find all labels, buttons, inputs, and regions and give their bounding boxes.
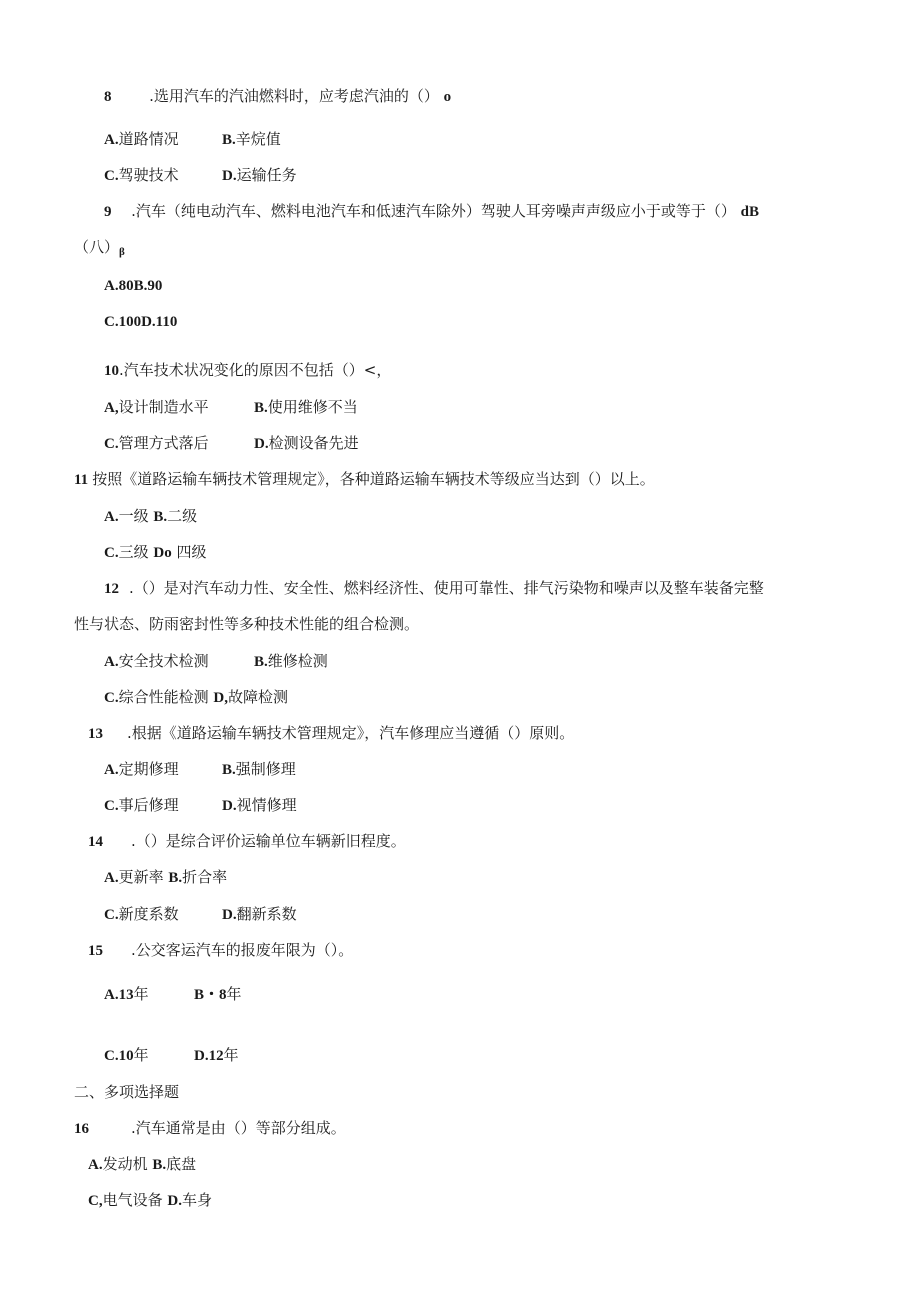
option-c: C.管理方式落后 <box>104 434 209 452</box>
question-text: .根据《道路运输车辆技术管理规定》，汽车修理应当遵循（）原则。 <box>127 724 575 742</box>
option-a: A,设计制造水平 <box>104 398 209 416</box>
section-title: 二、多项选择题 <box>74 1083 180 1101</box>
question-15 <box>88 940 353 961</box>
option-a: A.安全技术检测 <box>104 652 209 670</box>
option-a: A.13年 <box>104 985 149 1003</box>
option-d: D.检测设备先进 <box>254 434 359 452</box>
question-text: .汽车技术状况变化的原因不包括（）<， <box>119 361 392 379</box>
question-text: .选用汽车的汽油燃料时，应考虑汽油的（） <box>149 87 439 105</box>
question-suffix: dB <box>740 204 759 220</box>
question-16 <box>74 1118 346 1139</box>
option-d: D.翻新系数 <box>222 905 297 923</box>
question-text: .公交客运汽车的报废年限为（）。 <box>131 941 354 959</box>
option-ab: A.更新率 B.折合率 <box>104 868 228 886</box>
option-a: A.定期修理 <box>104 760 179 778</box>
option-b: B.辛烷值 <box>222 130 281 148</box>
question-9 <box>104 201 759 222</box>
option-ab: A.80B.90 <box>104 278 163 294</box>
option-a: A.道路情况 <box>104 130 179 148</box>
option-c: C.10年 <box>104 1046 149 1064</box>
question-13 <box>88 723 574 744</box>
question-12-continuation: 性与状态、防雨密封性等多种技术性能的组合检测。 <box>74 615 420 633</box>
question-11 <box>74 469 655 490</box>
question-number: 13 <box>88 726 103 742</box>
option-ab: A.一级 B.二级 <box>104 507 198 525</box>
question-12 <box>104 578 764 599</box>
question-9-continuation: （八）$_\beta$ <box>74 238 125 258</box>
option-cd: C.综合性能检测 D,故障检测 <box>104 688 288 706</box>
option-d: D.12年 <box>194 1046 239 1064</box>
option-ab: A.发动机 B.底盘 <box>88 1155 197 1173</box>
option-c: C.事后修理 <box>104 796 179 814</box>
question-text: .汽车通常是由（）等部分组成。 <box>131 1119 346 1137</box>
option-c: C.驾驶技术 <box>104 166 179 184</box>
option-d: D.视情修理 <box>222 796 297 814</box>
option-cd: C,电气设备 D.车身 <box>88 1191 212 1209</box>
question-text: .（）是对汽车动力性、安全性、燃料经济性、使用可靠性、排气污染物和噪声以及整车装备完整 <box>129 579 764 597</box>
option-cd: C.100D.110 <box>104 314 178 330</box>
question-10 <box>104 360 391 381</box>
question-14 <box>88 831 406 852</box>
question-number: 12 <box>104 581 119 597</box>
question-text: .汽车（纯电动汽车、燃料电池汽车和低速汽车除外）驾驶人耳旁噪声声级应小于或等于（） <box>131 202 736 220</box>
question-text: 按照《道路运输车辆技术管理规定》，各种道路运输车辆技术等级应当达到（）以上。 <box>92 470 655 488</box>
question-number: 9 <box>104 204 112 220</box>
option-b: B・8年 <box>194 985 242 1003</box>
question-text: .（）是综合评价运输单位车辆新旧程度。 <box>131 832 406 850</box>
option-b: B.强制修理 <box>222 760 296 778</box>
question-number: 10 <box>104 363 119 379</box>
option-cd: C.三级 Do 四级 <box>104 543 207 561</box>
question-number: 16 <box>74 1121 89 1137</box>
option-b: B.维修检测 <box>254 652 328 670</box>
question-8 <box>104 86 451 107</box>
option-d: D.运输任务 <box>222 166 297 184</box>
option-b: B.使用维修不当 <box>254 398 358 416</box>
question-number: 8 <box>104 89 112 105</box>
question-suffix: o <box>443 89 452 105</box>
question-number: 14 <box>88 834 103 850</box>
question-number: 15 <box>88 943 103 959</box>
option-c: C.新度系数 <box>104 905 179 923</box>
question-number: 11 <box>74 472 89 488</box>
